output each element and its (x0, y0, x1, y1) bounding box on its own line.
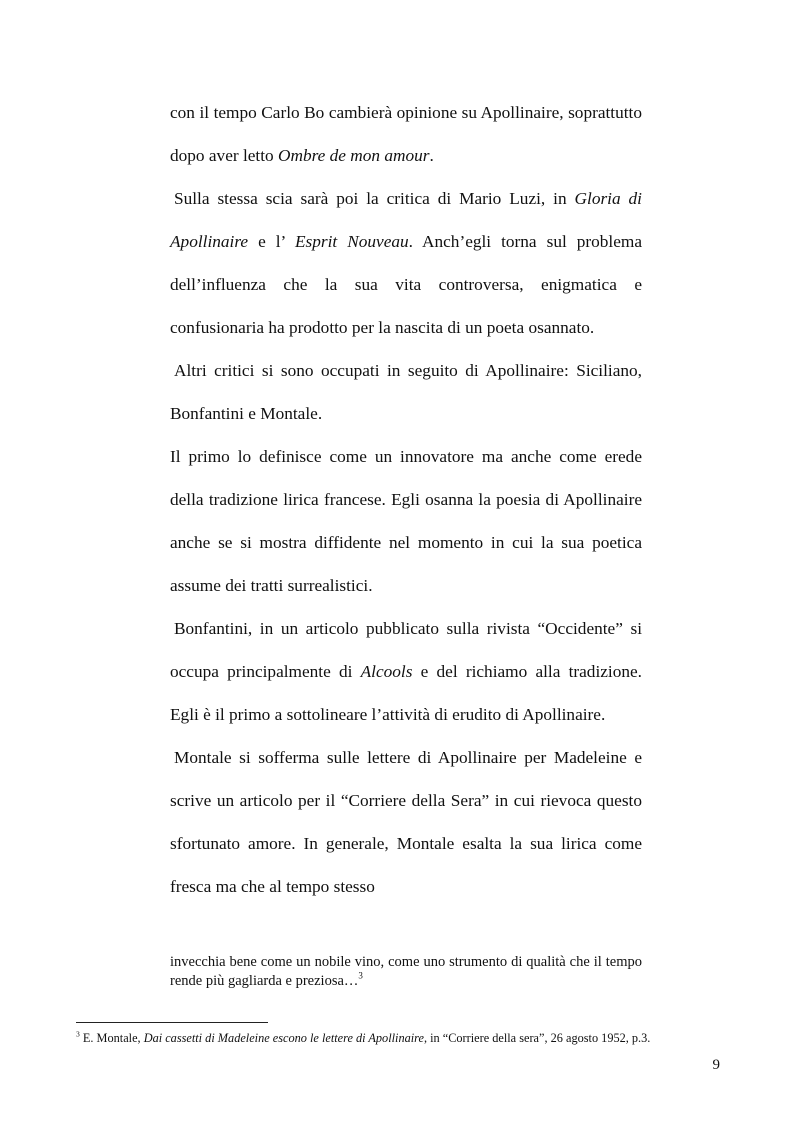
italic-title: Ombre de mon amour (277, 146, 430, 165)
text-segment: Il primo lo definisce come un innovatore ma anche come erede della tradizione lirica francese. Egli osanna la poesia di Apollinaire anche se si mostra diffidente nel momento in cui la sua poetica assume dei tratti surrealistici. (170, 447, 642, 595)
text-segment: . Anch’egli torna sul problema dell’influenza che la sua vita controversa, enigmatica e confusionaria ha prodotto per la nascita di un poeta osannato. (170, 232, 643, 337)
italic-title: Alcools (360, 662, 413, 681)
text-segment: Altri critici si sono occupati in seguito di Apollinaire: Siciliano, Bonfantini e Montale. (170, 361, 642, 423)
paragraph (170, 607, 642, 736)
text-segment: con il tempo Carlo Bo cambierà opinione su Apollinaire, soprattutto dopo aver letto (170, 103, 642, 165)
text-segment: Sulla stessa scia sarà poi la critica di Mario Luzi, in (174, 189, 575, 208)
paragraph (170, 349, 642, 435)
footnote-author: E. Montale, (79, 1031, 144, 1045)
quote-text: invecchia bene come un nobile vino, come uno strumento di qualità che il tempo rende più gagliarda e preziosa… (170, 954, 642, 989)
text-segment: . (429, 146, 434, 165)
italic-title: Esprit Nouveau (294, 232, 409, 251)
text-segment: e del richiamo alla tradizione. Egli è il primo a sottolineare l’attività di erudito di Apollinaire. (170, 662, 642, 724)
paragraph (170, 736, 642, 908)
text-segment: Bonfantini, in un articolo pubblicato sulla rivista “Occidente” si occupa principalmente di (170, 619, 642, 681)
footnote-number: 3 (76, 1029, 80, 1039)
footnote-reference: 3 (358, 970, 363, 981)
paragraph (170, 435, 642, 607)
paragraph (170, 177, 642, 349)
text-segment: e l’ (248, 232, 295, 251)
block-quote (170, 953, 642, 991)
footnote-title: Dai cassetti di Madeleine escono le lettere di Apollinaire (143, 1031, 424, 1045)
page-number: 9 (712, 1057, 720, 1073)
paragraph (170, 91, 642, 177)
footnote (76, 1030, 736, 1046)
footnote-citation: , in “Corriere della sera”, 26 agosto 1952, p.3. (423, 1031, 651, 1045)
text-segment: Montale si sofferma sulle lettere di Apollinaire per Madeleine e scrive un articolo per il “Corriere della Sera” in cui rievoca questo sfortunato amore. In generale, Montale esalta la sua lirica come fresca ma che al tempo stesso (170, 748, 642, 896)
footnote-separator (76, 1022, 268, 1023)
body-text (170, 91, 642, 908)
italic-title: Gloria di Apollinaire (170, 189, 642, 251)
